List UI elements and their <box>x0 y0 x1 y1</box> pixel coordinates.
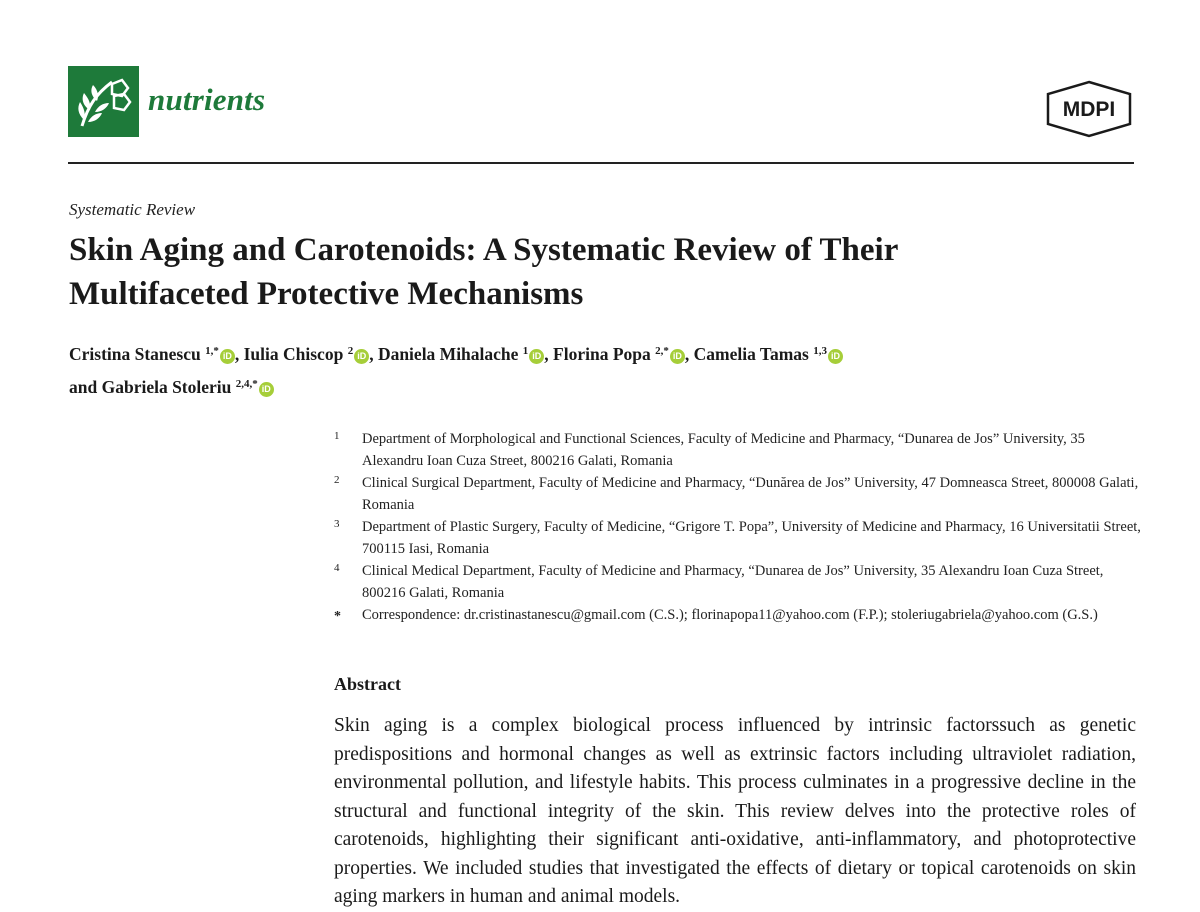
author-name: Camelia Tamas <box>693 344 809 364</box>
affiliation-item <box>334 560 1144 604</box>
orcid-icon[interactable]: iD <box>828 349 843 364</box>
author-separator: , <box>234 344 244 364</box>
author-item <box>378 344 553 364</box>
author-name: Daniela Mihalache <box>377 344 519 364</box>
article-title <box>69 228 1149 316</box>
correspondence-text[interactable]: Correspondence: dr.cristinastanescu@gmail.com (C.S.); florinapopa11@yahoo.com (F.P.); stoleriugabriela@yahoo.com (G.S.) <box>362 607 1098 623</box>
orcid-icon[interactable]: iD <box>354 349 369 364</box>
article-type: Systematic Review <box>69 200 196 219</box>
affiliation-number: 3 <box>334 518 340 530</box>
author-name: Florina Popa <box>553 344 651 364</box>
author-item <box>694 344 843 364</box>
affiliation-text: Clinical Surgical Department, Faculty of Medicine and Pharmacy, “Dunărea de Jos” University, 47 Domneasca Street, 800008 Galati, Romania <box>362 475 1139 513</box>
author-name: Iulia Chiscop <box>243 344 344 364</box>
affiliation-text: Clinical Medical Department, Faculty of Medicine and Pharmacy, “Dunarea de Jos” University, 35 Alexandru Ioan Cuza Street, 800216 Galati, Romania <box>362 563 1104 601</box>
title-line-1: Skin Aging and Carotenoids: A Systematic Review of Their <box>69 232 899 268</box>
affiliation-text: Department of Morphological and Functional Sciences, Faculty of Medicine and Pharmacy, “Dunarea de Jos” University, 35 Alexandru Ioan Cuza Street, 800216 Galati, Romania <box>362 431 1085 469</box>
title-line-2: Multifaceted Protective Mechanisms <box>69 276 584 312</box>
affiliation-item <box>334 428 1144 472</box>
affiliation-item <box>334 472 1144 516</box>
journal-header <box>68 66 1134 164</box>
author-affiliation: 2,* <box>655 345 669 357</box>
affiliation-number: 2 <box>334 474 340 486</box>
author-affiliation: 1 <box>522 345 529 357</box>
orcid-icon[interactable]: iD <box>259 382 274 397</box>
journal-name: nutrients <box>148 82 266 117</box>
author-affiliation: 1,* <box>205 345 219 357</box>
author-item <box>244 344 378 364</box>
correspondence-marker: * <box>334 609 341 624</box>
publisher-name: MDPI <box>1062 98 1116 121</box>
author-separator: , <box>544 344 554 364</box>
author-item <box>69 377 274 397</box>
orcid-icon[interactable]: iD <box>670 349 685 364</box>
author-separator: , <box>684 344 694 364</box>
author-prefix: and <box>69 377 102 397</box>
author-item <box>553 344 694 364</box>
author-affiliation: 1,3 <box>813 345 827 357</box>
nutrients-logo-icon <box>68 66 139 137</box>
author-name: Cristina Stanescu <box>69 344 201 364</box>
orcid-icon[interactable]: iD <box>529 349 544 364</box>
affiliation-list <box>334 428 1144 626</box>
author-item <box>69 344 244 364</box>
author-list <box>69 336 1149 402</box>
mdpi-logo-icon <box>1044 80 1134 138</box>
abstract-text: Skin aging is a complex biological process influenced by intrinsic factorssuch as genetic predispositions and hormonal changes as well as extrinsic factors including ultraviolet radiation, environmental pollution, and lifestyle habits. This process culminates in a progressive decline in the structural and functional integrity of the skin. This review delves into the protective roles of carotenoids, highlighting their significant anti-oxidative, anti-inflammatory, and photoprotective properties. We included studies that investigated the effects of dietary or topical carotenoids on skin aging markers in human and animal models. <box>334 715 1136 907</box>
author-affiliation: 2,4,* <box>235 378 258 390</box>
author-affiliation: 2 <box>347 345 354 357</box>
correspondence-item <box>334 604 1144 626</box>
author-name: Gabriela Stoleriu <box>101 377 232 397</box>
header-rule <box>68 162 1134 164</box>
affiliation-number: 4 <box>334 562 340 574</box>
affiliation-text: Department of Plastic Surgery, Faculty of Medicine, “Grigore T. Popa”, University of Medicine and Pharmacy, 16 Universitatii Street, 700115 Iasi, Romania <box>362 519 1141 557</box>
affiliation-item <box>334 516 1144 560</box>
orcid-icon[interactable]: iD <box>220 349 235 364</box>
author-separator: , <box>369 344 378 364</box>
affiliation-number: 1 <box>334 430 340 442</box>
abstract-heading: Abstract <box>334 674 401 694</box>
